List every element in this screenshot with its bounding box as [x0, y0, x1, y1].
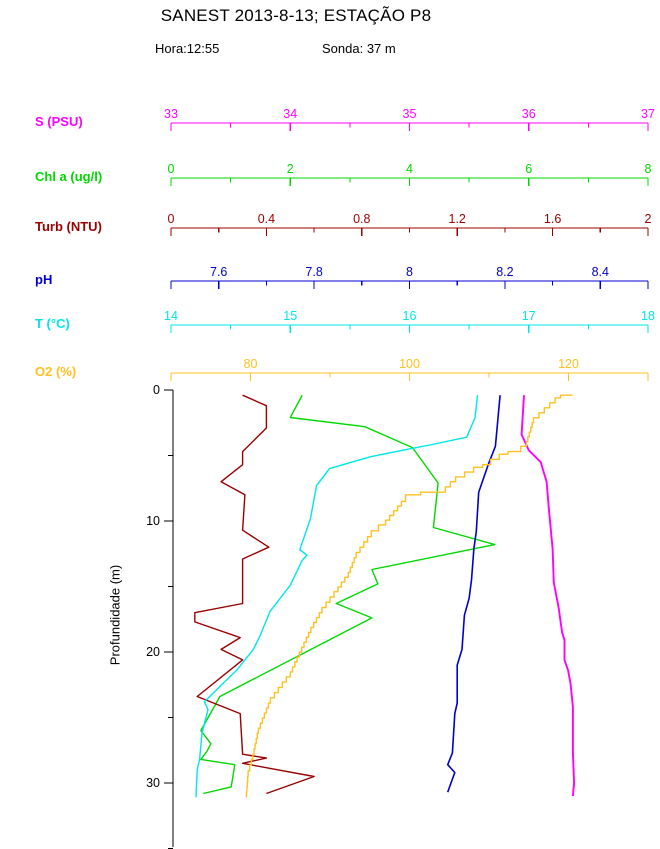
- axis-label-ph: pH: [35, 272, 53, 287]
- tick-label-t: 15: [283, 309, 298, 323]
- tick-label-chl: 0: [167, 162, 175, 176]
- depth-tick-label: 0: [153, 383, 160, 397]
- tick-label-turb: 1.6: [543, 212, 562, 226]
- tick-label-chl: 8: [644, 162, 652, 176]
- depth-tick-label: 30: [146, 776, 160, 790]
- y-axis-label: Profundidade (m): [107, 564, 123, 666]
- tick-label-turb: 0.8: [353, 212, 371, 226]
- axis-label-oxygen: O2 (%): [35, 364, 77, 379]
- axis-label-turbidity: Turb (NTU): [35, 219, 102, 234]
- tick-label-ph: 8.2: [496, 265, 514, 279]
- tick-label-chl: 6: [525, 162, 533, 176]
- tick-label-turb: 0: [167, 212, 175, 226]
- tick-label-t: 17: [521, 309, 536, 323]
- chart-title: SANEST 2013-8-13; ESTAÇÃO P8: [160, 6, 432, 25]
- series-line-o2: [247, 395, 573, 797]
- tick-label-ph: 8: [406, 265, 413, 279]
- depth-tick-label: 10: [146, 514, 160, 528]
- tick-label-ph: 8.4: [591, 265, 609, 279]
- tick-label-turb: 0.4: [257, 212, 276, 226]
- tick-label-s: 37: [641, 107, 655, 121]
- series-line-t: [196, 395, 478, 797]
- series-line-turb: [195, 395, 314, 793]
- tick-label-ph: 7.8: [305, 265, 323, 279]
- tick-label-turb: 1.2: [448, 212, 466, 226]
- tick-label-turb: 2: [644, 212, 652, 226]
- tick-label-t: 18: [641, 309, 655, 323]
- sonda-label: Sonda: 37 m: [322, 41, 396, 56]
- tick-label-s: 36: [521, 107, 536, 121]
- tick-label-ph: 7.6: [210, 265, 228, 279]
- tick-label-t: 14: [164, 309, 178, 323]
- tick-label-t: 16: [402, 309, 417, 323]
- axis-label-temperature: T (°C): [35, 316, 70, 331]
- tick-label-chl: 4: [406, 162, 413, 176]
- tick-label-o2: 120: [558, 357, 579, 371]
- axis-label-chlorophyll: Chl a (ug/l): [35, 169, 103, 184]
- hora-label: Hora:12:55: [155, 41, 220, 56]
- tick-label-chl: 2: [286, 162, 294, 176]
- tick-label-s: 34: [283, 107, 298, 121]
- tick-label-s: 35: [402, 107, 417, 121]
- tick-label-o2: 100: [399, 357, 420, 371]
- depth-tick-label: 20: [146, 645, 160, 659]
- tick-label-s: 33: [164, 107, 178, 121]
- tick-label-o2: 80: [243, 357, 258, 371]
- series-line-chl: [201, 395, 495, 793]
- series-line-s: [522, 395, 575, 796]
- axis-label-salinity: S (PSU): [35, 114, 83, 129]
- series-line-ph: [448, 395, 500, 792]
